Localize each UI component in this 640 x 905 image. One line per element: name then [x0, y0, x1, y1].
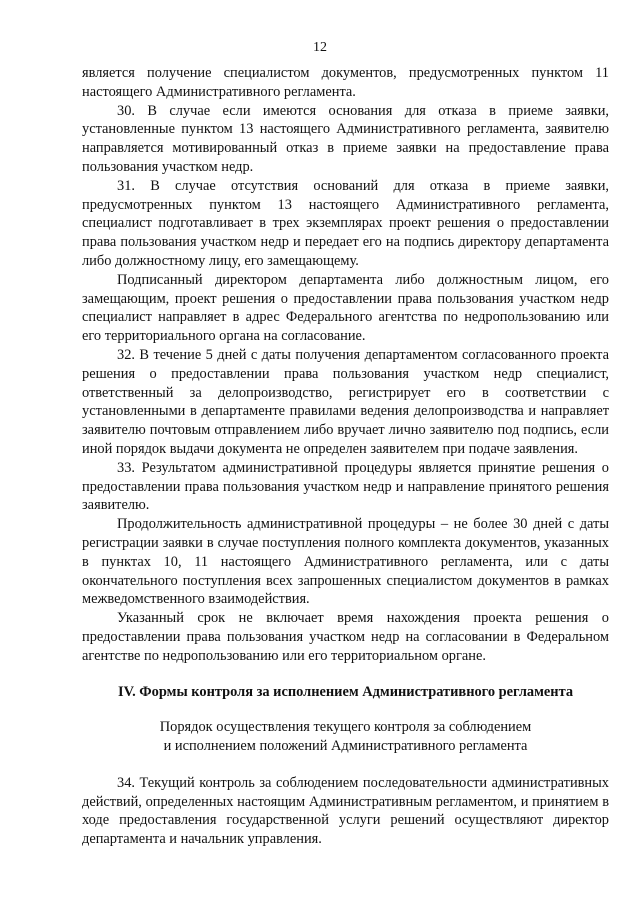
paragraph-31: 31. В случае отсутствия оснований для отказа в приеме заявки, предусмотренных пунктом 13 настоящего Административного регламента, специалист подготавливает в трех экземплярах проект решения о предоставлении права пользования участком недр и передает его на подпись директору департамента либо должностному лицу, его замещающему.	[82, 177, 609, 269]
paragraph-term-exclusion: Указанный срок не включает время нахождения проекта решения о предоставлении права пользования участком недр на согласовании в Федеральном агентстве по недропользованию или его территориальном органе.	[82, 610, 609, 664]
section-heading: IV. Формы контроля за исполнением Административного регламента	[117, 683, 574, 700]
subheading-line-2: и исполнением положений Административного регламента	[163, 738, 528, 755]
paragraph-30: 30. В случае если имеются основания для отказа в приеме заявки, установленные пунктом 13 настоящего Административного регламента, заявителю направляется мотивированный отказ в приеме заявки на предоставление права пользования участком недр.	[82, 102, 609, 175]
subheading-line-1: Порядок осуществления текущего контроля за соблюдением	[159, 719, 532, 736]
document-body	[82, 64, 609, 849]
paragraph-duration: Продолжительность административной процедуры – не более 30 дней с даты регистрации заявки в случае поступления полного комплекта документов, указанных в пунктах 10, 11 настоящего Административного регламента, или с даты окончательного поступления всех запрошенных специалистом документов в рамках межведомственного взаимодействия.	[82, 516, 609, 608]
paragraph-33: 33. Результатом административной процедуры является принятие решения о предоставлении права пользования участком недр и направление принятого решения заявителю.	[82, 459, 609, 514]
paragraph-34: 34. Текущий контроль за соблюдением последовательности административных действий, определенных настоящим Административным регламентом, и принятием в ходе предоставления государственной услуги решений осуществляют директор департамента и начальник управления.	[82, 774, 609, 848]
paragraph-32: 32. В течение 5 дней с даты получения департаментом согласованного проекта решения о предоставлении права пользования участком недр специалист, ответственный за делопроизводство, регистрирует его в соответствии с установленными в департаменте правилами ведения делопроизводства и направляет заявителю почтовым отправлением либо вручает лично заявителю под подпись, если иной порядок выдачи документа не определен заявителем при подаче заявления.	[82, 346, 609, 457]
paragraph-signed-draft: Подписанный директором департамента либо должностным лицом, его замещающим, проект решения о предоставлении права пользования участком недр специалист направляет в адрес Федерального агентства по недропользованию или его территориального органа на согласование.	[82, 271, 609, 345]
paragraph-continuation: является получение специалистом документов, предусмотренных пунктом 11 настоящего Административного регламента.	[82, 65, 609, 100]
page-number: 12	[313, 40, 327, 55]
subsection-heading	[82, 718, 609, 756]
